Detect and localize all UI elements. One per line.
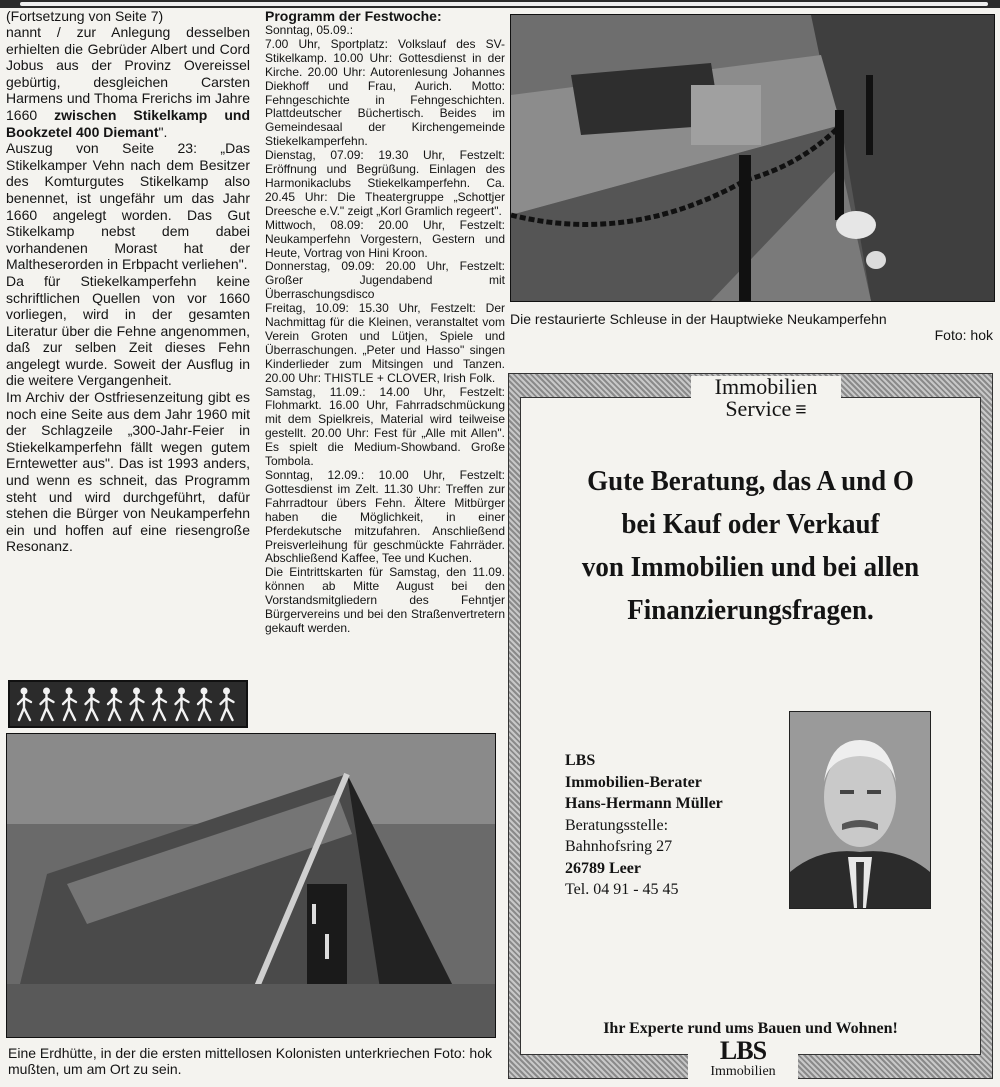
festival-program-column — [265, 8, 505, 636]
walking-figures-ornament — [8, 680, 248, 728]
contact-office: Beratungsstelle: — [565, 816, 669, 834]
lock-photo-image — [511, 15, 994, 301]
contact-street: Bahnhofsring 27 — [565, 838, 673, 855]
advisor-portrait-image — [790, 712, 930, 908]
program-entry: Donnerstag, 09.09: 20.00 Uhr, Festzelt: Großer Jugendabend mit Überraschungsdisco — [265, 259, 505, 302]
program-entry: Sonntag, 12.09.: 10.00 Uhr, Festzelt: Gottesdienst im Zelt. 11.30 Uhr: Treffen zur Fahrradtour übers Fehn. Ältere Mitbürger haben die Möglichkeit, in einer Pferdekutsche mitzufahren. Anschließend Preisverleihung für geschmückte Fahrräder. Abschließend Kaffee, Tee und Kuchen. — [265, 468, 505, 566]
lock-photo-caption — [510, 311, 993, 343]
contact-name: Hans-Hermann Müller — [565, 795, 723, 812]
top-rule — [0, 0, 1000, 8]
walking-figure-icon — [198, 688, 211, 721]
program-entry: Freitag, 10.09: 15.30 Uhr, Festzelt: Der Nachmittag für die Kleinen, veranstaltet vom Verein Groten und Lütjen, Spiele und Überraschungen. „Peter und Hasso" singen Kinderlieder zum Mitsingen und Tanzen. 20.00 Uhr: THISTLE + CLOVER, Irish Folk. — [265, 301, 505, 385]
hut-caption-text: Eine Erdhütte, in der die ersten mittellosen Kolonisten unterkriechen mußten, um am Ort zu sein. — [8, 1045, 430, 1077]
paragraph-1-bold: zwischen Stikelkamp und Bookzetel 400 Diemant — [6, 106, 251, 140]
lbs-logo-sub: Immobilien — [710, 1064, 776, 1079]
walking-figure-icon — [131, 688, 144, 721]
advisor-portrait — [789, 711, 931, 909]
walking-figure-icon — [176, 688, 189, 721]
earth-hut-photo-image — [7, 734, 495, 1037]
paragraph-4: Im Archiv der Ostfriesenzeitung gibt es noch eine Seite aus dem Jahr 1960 mit der Schlagzeile „300-Jahr-Feier in Stiekelkamperfehn fällt wegen gutem Erntewetter aus". Das ist 1993 anders, und wenn es schneit, das Programm steht und wird durchgeführt, dafür stehen die Bürger von Neukamperfehn ein und hoffen auf eine riesengroße Resonanz. — [6, 389, 250, 555]
lbs-logo-mark: LBS — [719, 1036, 767, 1065]
lbs-advertisement — [508, 373, 993, 1079]
walking-figure-icon — [18, 688, 31, 721]
walking-figure-icon — [108, 688, 121, 721]
hut-photo-credit: Foto: hok — [433, 1045, 492, 1061]
paragraph-2: Auszug von Seite 23: „Das Stikelkamper Vehn nach dem Besitzer des Komturgutes Stikelkamp also benennet, ist ungefähr um das Jahr 1660 angelegt worden. Das Gut Stikelkamp nebst dem dabei vorhandenen Morast hat der Maltheserorden in Erbpacht verliehen". — [6, 140, 250, 273]
walking-figure-icon — [41, 688, 54, 721]
immobilien-service-brand — [691, 376, 841, 424]
headline-line: Gute Beratung, das A und O — [587, 465, 914, 497]
headline-line: bei Kauf oder Verkauf — [621, 508, 880, 540]
lock-caption-text: Die restaurierte Schleuse in der Hauptwieke Neukamperfehn — [510, 311, 887, 327]
article-column-left — [6, 8, 250, 555]
walking-figure-icon — [221, 688, 234, 721]
sparkasse-s-icon: ≡ — [795, 399, 807, 421]
walking-figure-icon — [86, 688, 99, 721]
brand-line-2: Service — [725, 396, 792, 421]
contact-role: Immobilien-Berater — [565, 773, 702, 791]
program-heading: Programm der Festwoche: — [265, 8, 442, 24]
lock-photo-credit: Foto: hok — [934, 327, 993, 343]
paragraph-1-end: ". — [158, 123, 168, 140]
contact-block — [565, 750, 723, 901]
continuation-note: (Fortsetzung von Seite 7) — [6, 8, 164, 24]
paragraph-1 — [6, 24, 250, 140]
headline-line: Finanzierungsfragen. — [627, 594, 874, 626]
paragraph-3: Da für Stiekelkamperfehn keine schriftlichen Quellen von vor 1660 vorliegen, wird in der gesamten Literatur über die Fehne angenommen, daß zur selben Zeit dieses Fehn angelegt wurde. Soweit der Ausflug in die weitere Vergangenheit. — [6, 272, 250, 389]
paragraph-1-text: nannt / zur Anlegung desselben erhielten die Gebrüder Albert und Cord Jobus aus der Provinz Overeissel gebürtig, desgleichen Carsten Harmens und Thoma Frerichs im Jahre 1660 — [6, 24, 250, 123]
walking-figure-icon — [153, 688, 166, 721]
contact-phone: Tel. 04 91 - 45 45 — [565, 881, 679, 898]
program-entry: Dienstag, 07.09: 19.30 Uhr, Festzelt: Eröffnung und Begrüßung. Einlagen des Harmonikaclubs Stiekelkamperfehn. Ca. 20.45 Uhr: Die Theatergruppe „Schottjer Dreesche e.V." zeigt „Korl Gramlich regeert". — [265, 148, 505, 218]
headline-line: von Immobilien und bei allen — [581, 551, 920, 583]
program-entry: Samstag, 11.09.: 14.00 Uhr, Festzelt: Flohmarkt. 16.00 Uhr, Fahrradschmückung mit dem Spielkreis, Material wird teilweise gestellt. 20.00 Uhr: Fest für „Alle mit Allen". Es spielt die Medium-Showband. Große Tombola. — [265, 384, 505, 469]
walking-figure-icon — [63, 688, 76, 721]
program-entry: Mittwoch, 08.09: 20.00 Uhr, Festzelt: Neukamperfehn Vorgestern, Gestern und Heute, Vortrag von Hini Kroon. — [265, 217, 505, 260]
contact-org: LBS — [565, 752, 596, 769]
ad-slogan: Ihr Experte rund ums Bauen und Wohnen! — [603, 1020, 898, 1037]
program-entry: Die Eintrittskarten für Samstag, den 11.09. können ab Mitte August bei den Vorstandsmitgliedern des Fehntjer Bürgervereins und bei den Straßenvertretern gekauft werden. — [265, 565, 505, 635]
ad-headline — [537, 460, 964, 632]
ad-body — [520, 374, 981, 1055]
program-entry: Sonntag, 05.09.: — [265, 23, 354, 37]
contact-city: 26789 Leer — [565, 859, 641, 877]
program-entry: 7.00 Uhr, Sportplatz: Volkslauf des SV-Stikelkamp. 10.00 Uhr: Gottesdienst in der Kirche. 20.00 Uhr: Autorenlesung Johannes Diekhoff und Frau, Aurich. Motto: Fehngeschichte in Fehngeschichten. Plattdeutscher Büchertisch. Beides im Gemeindesaal der Kirchengemeinde Stiekelkamperfehn. — [265, 36, 505, 149]
earth-hut-photo — [6, 733, 496, 1038]
lock-photo — [510, 14, 995, 302]
earth-hut-caption — [8, 1045, 492, 1077]
lbs-logo — [688, 1037, 798, 1083]
walking-figures-icon — [10, 682, 246, 726]
program-list — [265, 24, 505, 636]
top-rule-inner — [20, 2, 988, 6]
brand-line-1: Immobilien — [714, 374, 818, 399]
